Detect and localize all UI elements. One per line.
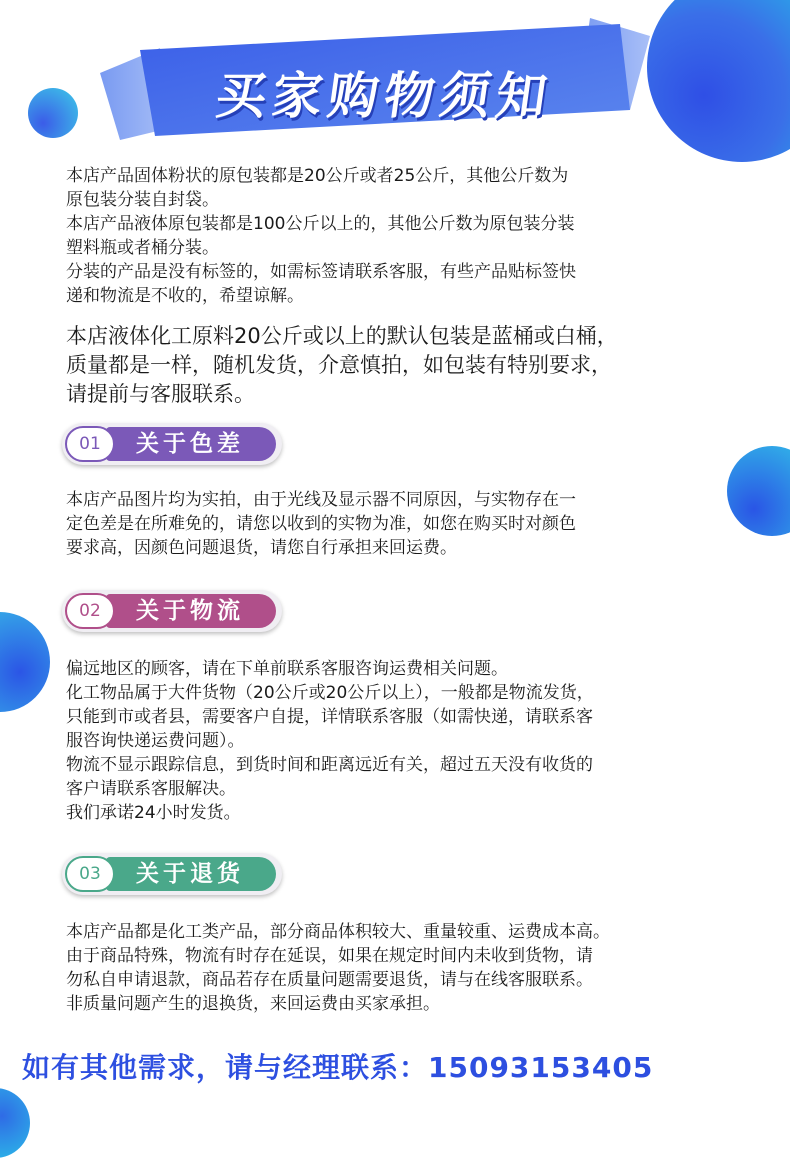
section-line: 非质量问题产生的退换货，来回运费由买家承担。 <box>66 994 440 1014</box>
intro-line: 塑料瓶或者桶分装。 <box>66 238 219 258</box>
intro-line: 原包装分装自封袋。 <box>66 190 219 210</box>
section-line: 服咨询快递运费问题）。 <box>66 731 245 751</box>
section-number: 02 <box>65 593 115 629</box>
intro-line: 分装的产品是没有标签的，如需标签请联系客服，有些产品贴标签快 <box>66 262 576 282</box>
section-line: 偏远地区的顾客，请在下单前联系客服咨询运费相关问题。 <box>66 659 508 679</box>
section-line: 本店产品都是化工类产品，部分商品体积较大、重量较重、运费成本高。 <box>66 922 610 942</box>
intro-line: 本店产品固体粉状的原包装都是20公斤或者25公斤，其他公斤数为 <box>66 166 569 186</box>
highlight-line: 本店液体化工原料20公斤或以上的默认包装是蓝桶或白桶， <box>66 324 618 348</box>
section-body-returns <box>66 920 766 1016</box>
decor-circle-top-right <box>647 0 790 162</box>
section-line: 定色差是在所难免的，请您以收到的实物为准，如您在购买时对颜色 <box>66 514 576 534</box>
header-banner <box>100 18 660 148</box>
section-title: 关于退货 <box>136 861 244 887</box>
section-line: 物流不显示跟踪信息，到货时间和距离远近有关，超过五天没有收货的 <box>66 755 593 775</box>
decor-circle-left <box>0 612 50 712</box>
section-body-logistics <box>66 657 766 825</box>
section-title: 关于物流 <box>136 598 244 624</box>
section-line: 要求高，因颜色问题退货，请您自行承担来回运费。 <box>66 538 457 558</box>
highlight-line: 请提前与客服联系。 <box>66 382 255 406</box>
section-line: 由于商品特殊，物流有时存在延误，如果在规定时间内未收到货物，请 <box>66 946 593 966</box>
page-title: 买家购物须知 <box>212 67 557 125</box>
intro-text <box>66 164 766 308</box>
section-line: 勿私自申请退款，商品若存在质量问题需要退货，请与在线客服联系。 <box>66 970 593 990</box>
highlight-text <box>66 322 766 409</box>
section-number: 03 <box>65 856 115 892</box>
highlight-line: 质量都是一样，随机发货，介意慎拍，如包装有特别要求， <box>66 353 612 377</box>
section-line: 化工物品属于大件货物（20公斤或20公斤以上），一般都是物流发货， <box>66 683 594 703</box>
section-line: 客户请联系客服解决。 <box>66 779 236 799</box>
section-header-logistics <box>62 590 282 632</box>
section-body-color-difference <box>66 488 766 560</box>
section-header-color-difference <box>62 423 282 465</box>
section-line: 只能到市或者县，需要客户自提，详情联系客服（如需快递，请联系客 <box>66 707 593 727</box>
decor-circle-bottom-left <box>0 1088 30 1158</box>
intro-line: 本店产品液体原包装都是100公斤以上的，其他公斤数为原包装分装 <box>66 214 575 234</box>
section-header-returns <box>62 853 282 895</box>
section-line: 本店产品图片均为实拍，由于光线及显示器不同原因，与实物存在一 <box>66 490 576 510</box>
contact-footer: 如有其他需求，请与经理联系：15093153405 <box>22 1051 654 1084</box>
section-number: 01 <box>65 426 115 462</box>
section-line: 我们承诺24小时发货。 <box>66 803 241 823</box>
decor-circle-top-left <box>28 88 78 138</box>
intro-line: 递和物流是不收的，希望谅解。 <box>66 286 304 306</box>
section-title: 关于色差 <box>136 431 244 457</box>
